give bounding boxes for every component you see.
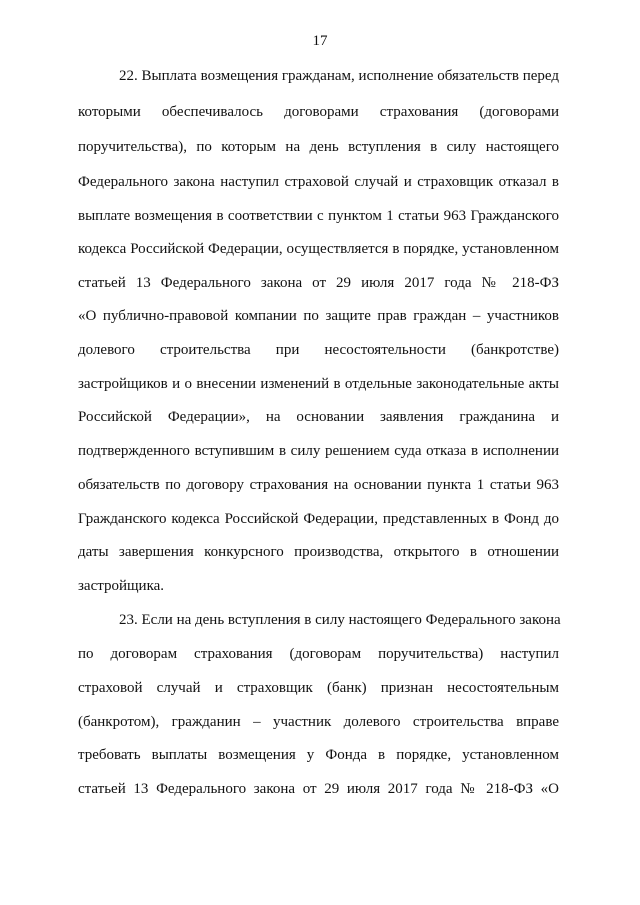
paragraph-22-line: застройщика. bbox=[78, 578, 165, 594]
paragraph-22-line: застройщиков и о внесении изменений в отдельные законодательные акты bbox=[78, 376, 559, 392]
paragraph-22-line: кодекса Российской Федерации, осуществляется в порядке, установленном bbox=[78, 241, 559, 257]
page-number: 17 bbox=[312, 33, 328, 49]
paragraph-22-line: выплате возмещения в соответствии с пунктом 1 статьи 963 Гражданского bbox=[78, 208, 559, 224]
paragraph-22-line: Российской Федерации», на основании заявления гражданина и bbox=[78, 409, 559, 425]
paragraph-22-line: которыми обеспечивалось договорами страхования (договорами bbox=[78, 104, 559, 120]
paragraph-23-line: страховой случай и страховщик (банк) признан несостоятельным bbox=[78, 680, 559, 696]
paragraph-23-line: 23. Если на день вступления в силу настоящего Федерального закона bbox=[119, 612, 561, 628]
paragraph-22-line: поручительства), по которым на день вступления в силу настоящего bbox=[78, 139, 559, 155]
paragraph-23-line: статьей 13 Федерального закона от 29 июля 2017 года № 218-ФЗ «О bbox=[78, 781, 559, 797]
paragraph-22-line: Гражданского кодекса Российской Федерации, представленных в Фонд до bbox=[78, 511, 559, 527]
paragraph-23-line: (банкротом), гражданин – участник долевого строительства вправе bbox=[78, 714, 559, 730]
paragraph-22-line: статьей 13 Федерального закона от 29 июля 2017 года № 218-ФЗ bbox=[78, 275, 559, 291]
paragraph-22-line: обязательств по договору страхования на основании пункта 1 статьи 963 bbox=[78, 477, 559, 493]
paragraph-22-line: 22. Выплата возмещения гражданам, исполнение обязательств перед bbox=[119, 68, 559, 84]
paragraph-22-line: даты завершения конкурсного производства, открытого в отношении bbox=[78, 544, 559, 560]
paragraph-23-line: требовать выплаты возмещения у Фонда в порядке, установленном bbox=[78, 747, 559, 763]
paragraph-22-line: долевого строительства при несостоятельности (банкротстве) bbox=[78, 342, 559, 358]
paragraph-22-line: «О публично-правовой компании по защите прав граждан – участников bbox=[78, 308, 559, 324]
paragraph-22-line: Федерального закона наступил страховой случай и страховщик отказал в bbox=[78, 174, 559, 190]
paragraph-23-line: по договорам страхования (договорам поручительства) наступил bbox=[78, 646, 559, 662]
paragraph-22-line: подтвержденного вступившим в силу решением суда отказа в исполнении bbox=[78, 443, 559, 459]
